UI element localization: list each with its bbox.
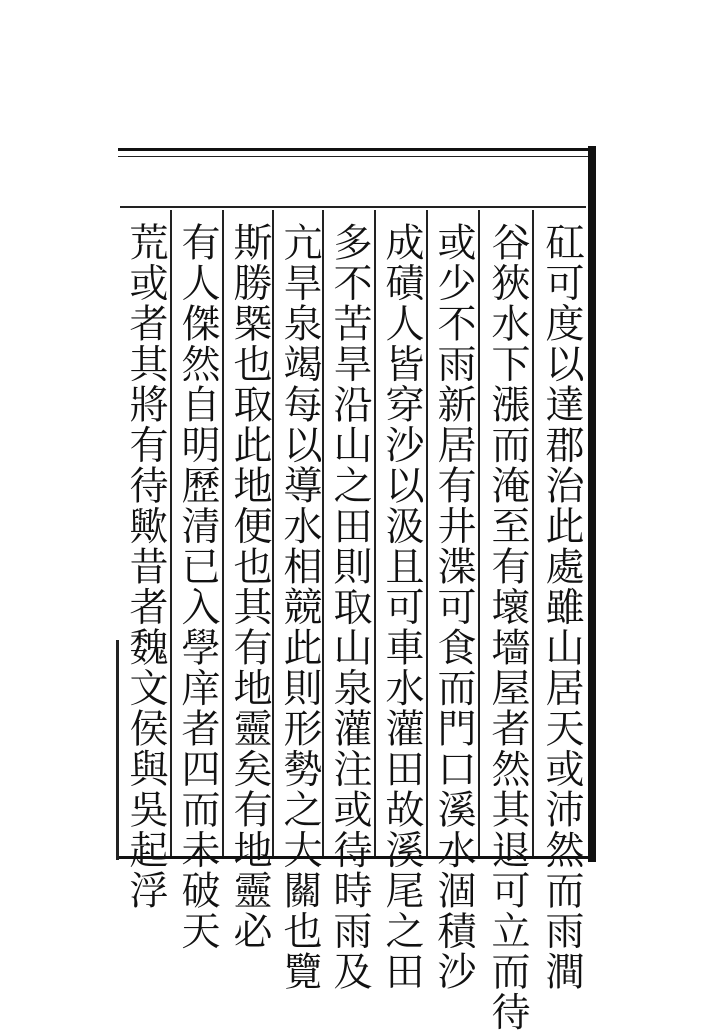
frame-top-inner-rule bbox=[118, 156, 596, 157]
frame-left-edge bbox=[116, 640, 119, 860]
column-divider bbox=[532, 210, 534, 856]
text-column: 成磧人皆穿沙以汲且可車水灌田故溪尾之田 bbox=[379, 222, 424, 992]
column-divider bbox=[170, 210, 172, 856]
column-divider bbox=[374, 210, 376, 856]
text-column: 荒或者其將有待歟昔者魏文侯與吳起浮 bbox=[123, 222, 168, 911]
text-column: 有人傑然自明歷清已入學庠者四而未破天 bbox=[175, 222, 220, 951]
column-divider bbox=[478, 210, 480, 856]
frame-top-rule bbox=[118, 148, 596, 151]
text-column: 多不苦旱沿山之田則取山泉灌注或待時雨及 bbox=[327, 222, 372, 992]
frame-right-border bbox=[588, 146, 596, 862]
text-column: 斯勝槩也取此地便也其有地靈矣有地靈必 bbox=[227, 222, 272, 951]
column-divider bbox=[322, 210, 324, 856]
text-column: 谷狹水下漲而淹至有壞墻屋者然其退可立而待 bbox=[485, 222, 530, 1032]
column-divider bbox=[426, 210, 428, 856]
text-column: 或少不雨新居有井渫可食而門口溪水涸積沙 bbox=[431, 222, 476, 992]
text-column: 矼可度以達郡治此處雖山居天或沛然而雨澗 bbox=[539, 222, 584, 992]
text-column: 亢旱泉竭每以導水相競此則形勢之大關也覽 bbox=[277, 222, 322, 992]
column-divider bbox=[272, 210, 274, 856]
column-header-rule bbox=[120, 206, 586, 208]
column-divider bbox=[222, 210, 224, 856]
